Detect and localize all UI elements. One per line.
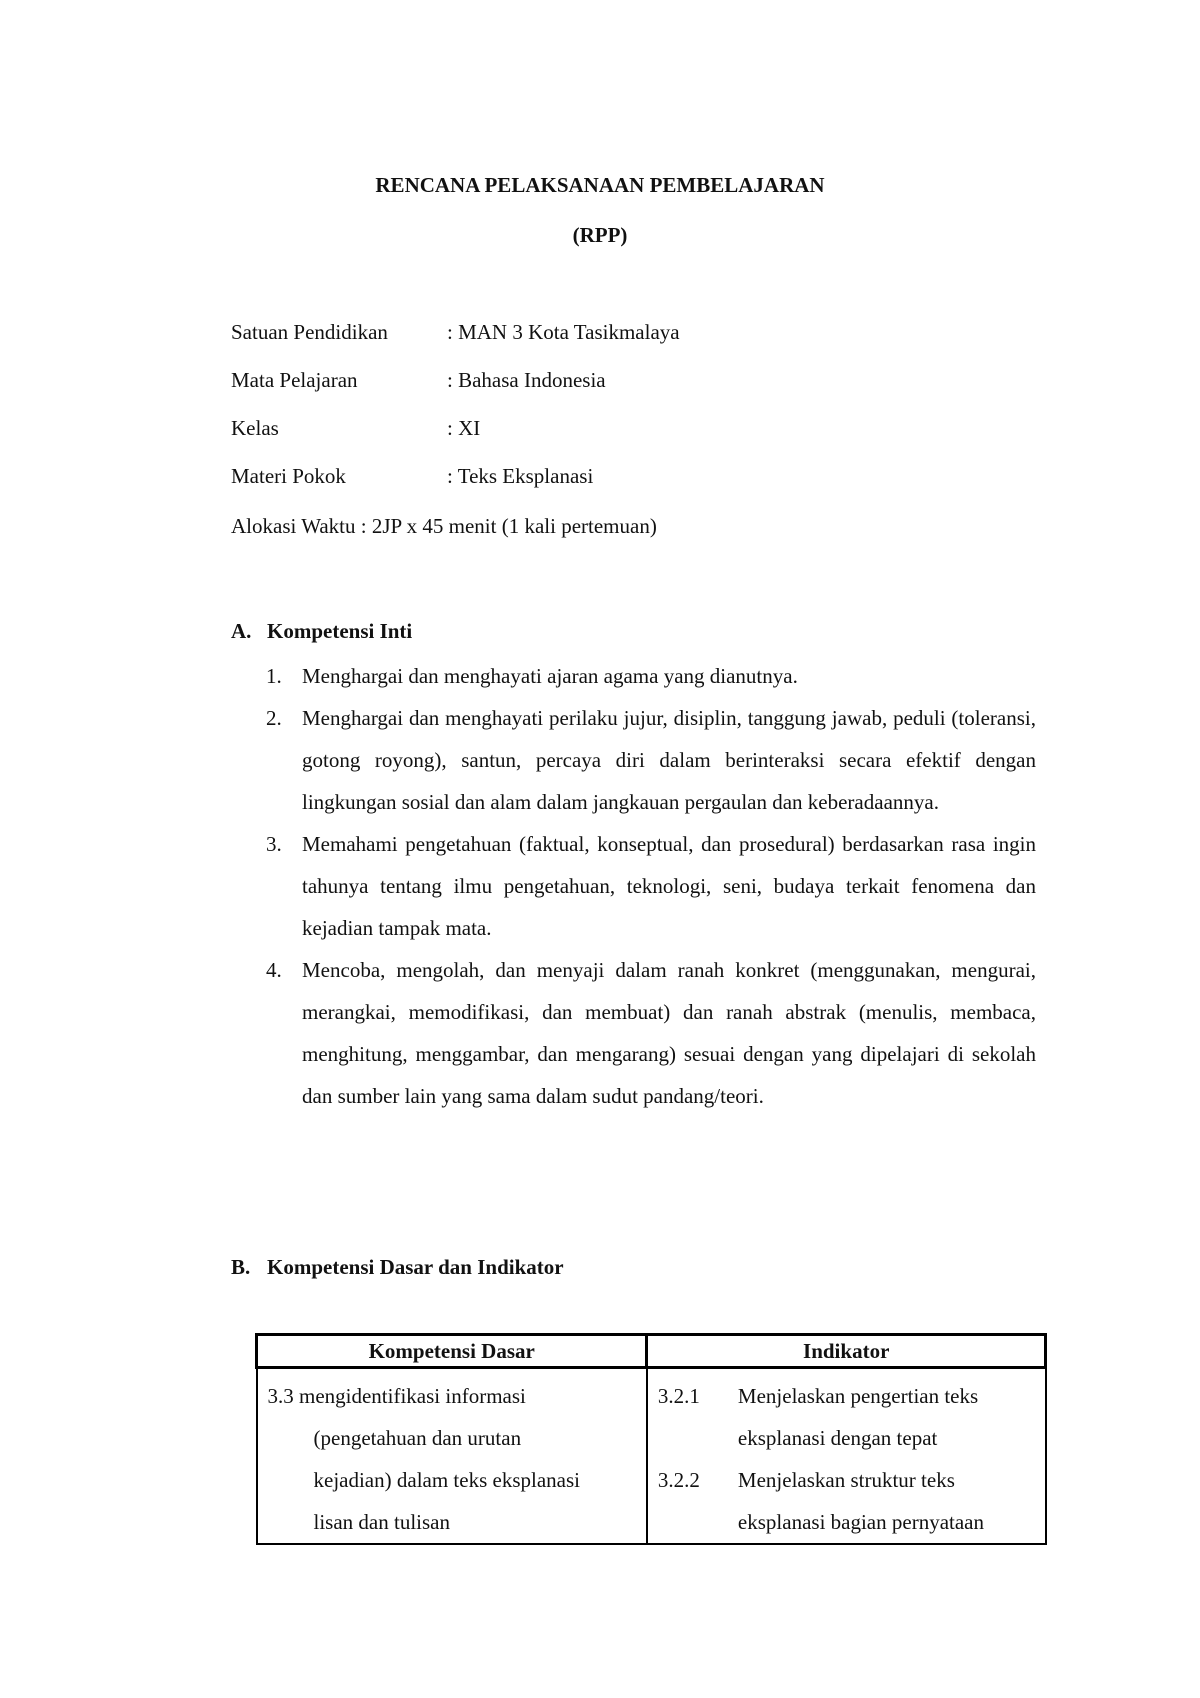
table-header-kd: Kompetensi Dasar [257, 1335, 647, 1368]
indikator-text: Menjelaskan pengertian teks [737, 1384, 979, 1408]
section-title: Kompetensi Dasar dan Indikator [267, 1255, 564, 1279]
info-label: Mata Pelajaran [231, 368, 358, 392]
indikator-number: 3.2.1 [657, 1384, 700, 1408]
kd-text: lisan dan tulisan [313, 1510, 450, 1534]
indikator-text: Menjelaskan struktur teks [737, 1468, 955, 1492]
kompetensi-inti-list [266, 655, 1036, 1117]
list-item [266, 823, 1036, 949]
indikator-number: 3.2.2 [657, 1468, 700, 1492]
kd-text: (pengetahuan dan urutan [313, 1426, 522, 1450]
kd-cell [257, 1368, 647, 1545]
list-text: Memahami pengetahuan (faktual, konseptual, dan prosedural) berdasarkan rasa ingin tahunya tentang ilmu pengetahuan, teknologi, seni, budaya terkait fenomena dan kejadian tampak mata. [302, 832, 1036, 940]
list-item [266, 697, 1036, 823]
kd-text: 3.3 mengidentifikasi informasi [267, 1384, 526, 1408]
indikator-text: eksplanasi dengan tepat [737, 1426, 938, 1450]
info-value: : MAN 3 Kota Tasikmalaya [447, 320, 680, 344]
info-value: : XI [447, 416, 481, 440]
info-value: : Bahasa Indonesia [447, 368, 606, 392]
section-letter: A. [231, 619, 252, 643]
section-title: Kompetensi Inti [267, 619, 413, 643]
kompetensi-dasar-table [255, 1333, 1047, 1545]
list-number: 3. [266, 832, 282, 856]
section-letter: B. [231, 1255, 251, 1279]
table-row [257, 1368, 1046, 1545]
list-number: 2. [266, 706, 282, 730]
document-subtitle: (RPP) [572, 223, 628, 247]
info-label: Kelas [231, 416, 279, 440]
list-number: 4. [266, 958, 282, 982]
info-label: Materi Pokok [231, 464, 346, 488]
table-header-indikator: Indikator [647, 1335, 1046, 1368]
list-text: Mencoba, mengolah, dan menyaji dalam ranah konkret (menggunakan, mengurai, merangkai, memodifikasi, dan membuat) dan ranah abstrak (menulis, membaca, menghitung, menggambar, dan mengarang) sesuai dengan yang dipelajari di sekolah dan sumber lain yang sama dalam sudut pandang/teori. [302, 958, 1036, 1108]
table-header-row [257, 1335, 1046, 1368]
info-label: Satuan Pendidikan [231, 320, 388, 344]
indikator-text: eksplanasi bagian pernyataan [737, 1510, 984, 1534]
indikator-cell [647, 1368, 1046, 1545]
info-value: : Teks Eksplanasi [447, 464, 594, 488]
list-text: Menghargai dan menghayati perilaku jujur, disiplin, tanggung jawab, peduli (toleransi, gotong royong), santun, percaya diri dalam berinteraksi secara efektif dengan lingkungan sosial dan alam dalam jangkauan pergaulan dan keberadaannya. [302, 706, 1036, 814]
kd-text: kejadian) dalam teks eksplanasi [313, 1468, 580, 1492]
indikator-item [658, 1375, 1035, 1459]
document-title: RENCANA PELAKSANAAN PEMBELAJARAN [375, 173, 825, 197]
list-item [266, 655, 1036, 697]
list-item [266, 949, 1036, 1117]
list-number: 1. [266, 664, 282, 688]
indikator-item [658, 1459, 1035, 1543]
info-row-alokasi: Alokasi Waktu : 2JP x 45 menit (1 kali pertemuan) [231, 514, 657, 538]
list-text: Menghargai dan menghayati ajaran agama yang dianutnya. [302, 664, 798, 688]
